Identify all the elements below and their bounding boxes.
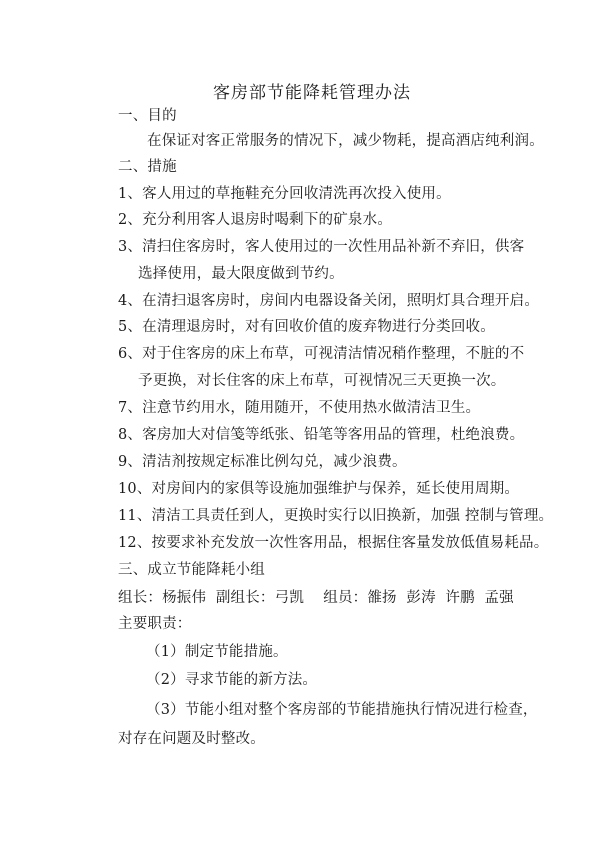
section-heading-measures: 二、措施 [118, 159, 177, 175]
measure-item: 12、按要求补充发放一次性客用品，根据住客量发放低值易耗品。 [118, 535, 549, 551]
measure-item: 8、客房加大对信笺等纸张、铅笔等客用品的管理，杜绝浪费。 [118, 427, 525, 443]
measure-item: 10、对房间内的家俱等设施加强维护与保养，延长使用周期。 [118, 481, 520, 497]
section-heading-purpose: 一、目的 [118, 108, 177, 124]
duty-item: （1）制定节能措施。 [146, 644, 288, 660]
group-members: 组长：杨振伟 副组长：弓凯 组员：雒扬 彭涛 许鹏 孟强 [118, 590, 514, 606]
measure-item: 3、清扫住客房时，客人使用过的一次性用品补新不弃旧，供客 [118, 239, 525, 255]
measure-item: 4、在清扫退客房时，房间内电器设备关闭，照明灯具合理开启。 [118, 293, 540, 309]
purpose-text: 在保证对客正常服务的情况下，减少物耗，提高酒店纯利润。 [147, 133, 544, 149]
measure-item: 1、客人用过的草拖鞋充分回收清洗再次投入使用。 [118, 186, 451, 202]
measure-item: 9、清洁剂按规定标准比例勾兑，减少浪费。 [118, 454, 407, 470]
duties-label: 主要职责： [118, 616, 192, 632]
document-title: 客房部节能降耗管理办法 [213, 83, 411, 103]
section-heading-group: 三、成立节能降耗小组 [118, 562, 265, 578]
measure-item-continued: 予更换，对长住客的床上布草，可视情况三天更换一次。 [138, 373, 506, 389]
measure-item: 11、清洁工具责任到人，更换时实行以旧换新，加强 控制与管理。 [118, 508, 554, 524]
duty-item: （2）寻求节能的新方法。 [146, 672, 318, 688]
measure-item: 5、在清理退房时，对有回收价值的废弃物进行分类回收。 [118, 319, 495, 335]
measure-item: 7、注意节约用水，随用随开，不使用热水做清洁卫生。 [118, 400, 481, 416]
duty-item-continued: 对存在问题及时整改。 [118, 731, 265, 747]
measure-item: 2、充分利用客人退房时喝剩下的矿泉水。 [118, 212, 393, 228]
measure-item-continued: 选择使用，最大限度做到节约。 [138, 266, 344, 282]
duty-item: （3）节能小组对整个客房部的节能措施执行情况进行检查， [146, 702, 538, 718]
measure-item: 6、对于住客房的床上布草，可视清洁情况稍作整理，不脏的不 [118, 346, 525, 362]
